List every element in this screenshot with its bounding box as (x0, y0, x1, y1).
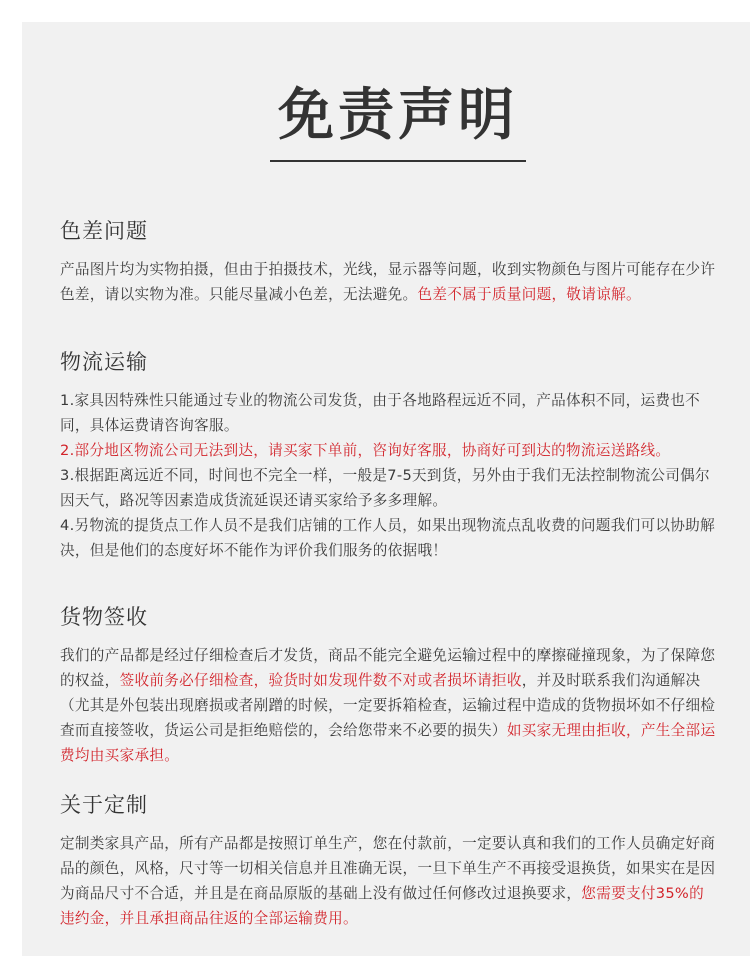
section-heading: 物流运输 (60, 350, 148, 374)
page-title: 免责声明 (278, 83, 518, 148)
text-span: 产品图片均为实物拍摄，但由于拍摄技术，光线，显示器等问题，收到实物颜色与图片可能存在少许色差，请以实物为准。只能尽量减小色差，无法避免。 (60, 261, 716, 303)
text-span: 3.根据距离远近不同，时间也不完全一样，一般是7-5天到货，另外由于我们无法控制物流公司偶尔因天气，路况等因素造成货流延误还请买家给予多多理解。 (60, 467, 710, 509)
warning-text: 如买家无理由拒收，产生全部运费均由买家承担。 (60, 722, 716, 764)
warning-text: 2.部分地区物流公司无法到达，请买家下单前，咨询好客服，协商好可到达的物流运送路线。 (60, 442, 671, 459)
section-receipt (60, 603, 716, 768)
paragraph (60, 831, 716, 931)
text-span: 4.另物流的提货点工作人员不是我们店铺的工作人员，如果出现物流点乱收费的问题我们可以协助解决，但是他们的态度好坏不能作为评价我们服务的依据哦！ (60, 517, 715, 559)
section-heading: 色差问题 (60, 219, 148, 243)
section-heading: 关于定制 (60, 793, 148, 817)
warning-text: 您需要支付35%的违约金，并且承担商品往返的全部运输费用。 (60, 885, 704, 927)
section-customization (60, 791, 716, 931)
paragraph (60, 388, 716, 438)
title-block (270, 80, 526, 162)
text-span: ，并及时联系我们沟通解决（尤其是外包装出现磨损或者剐蹭的时候，一定要拆箱检查，运输过程中造成的货物损坏如不仔细检查而直接签收，货运公司是拒绝赔偿的，会给您带来不必要的损失） (60, 672, 716, 739)
section-logistics (60, 348, 716, 563)
section-color-difference (60, 217, 716, 307)
text-span: 定制类家具产品，所有产品都是按照订单生产，您在付款前，一定要认真和我们的工作人员确定好商品的颜色，风格，尺寸等一切相关信息并且准确无误，一旦下单生产不再接受退换货，如果实在是因为商品尺寸不合适，并且是在商品原版的基础上没有做过任何修改过退换要求， (60, 835, 716, 902)
warning-text: 签收前务必仔细检查，验货时如发现件数不对或者损坏请拒收 (119, 672, 522, 689)
section-heading: 货物签收 (60, 605, 148, 629)
paragraph (60, 513, 716, 563)
text-span: 我们的产品都是经过仔细检查后才发货，商品不能完全避免运输过程中的摩擦碰撞现象，为了保障您的权益， (60, 647, 716, 689)
warning-paragraph (60, 438, 716, 463)
paragraph (60, 643, 716, 768)
text-span: 1.家具因特殊性只能通过专业的物流公司发货，由于各地路程远近不同，产品体积不同，运费也不同，具体运费请咨询客服。 (60, 392, 701, 434)
paragraph (60, 257, 716, 307)
paragraph (60, 463, 716, 513)
warning-text: 色差不属于质量问题，敬请谅解。 (417, 286, 641, 303)
title-underline (270, 160, 526, 162)
